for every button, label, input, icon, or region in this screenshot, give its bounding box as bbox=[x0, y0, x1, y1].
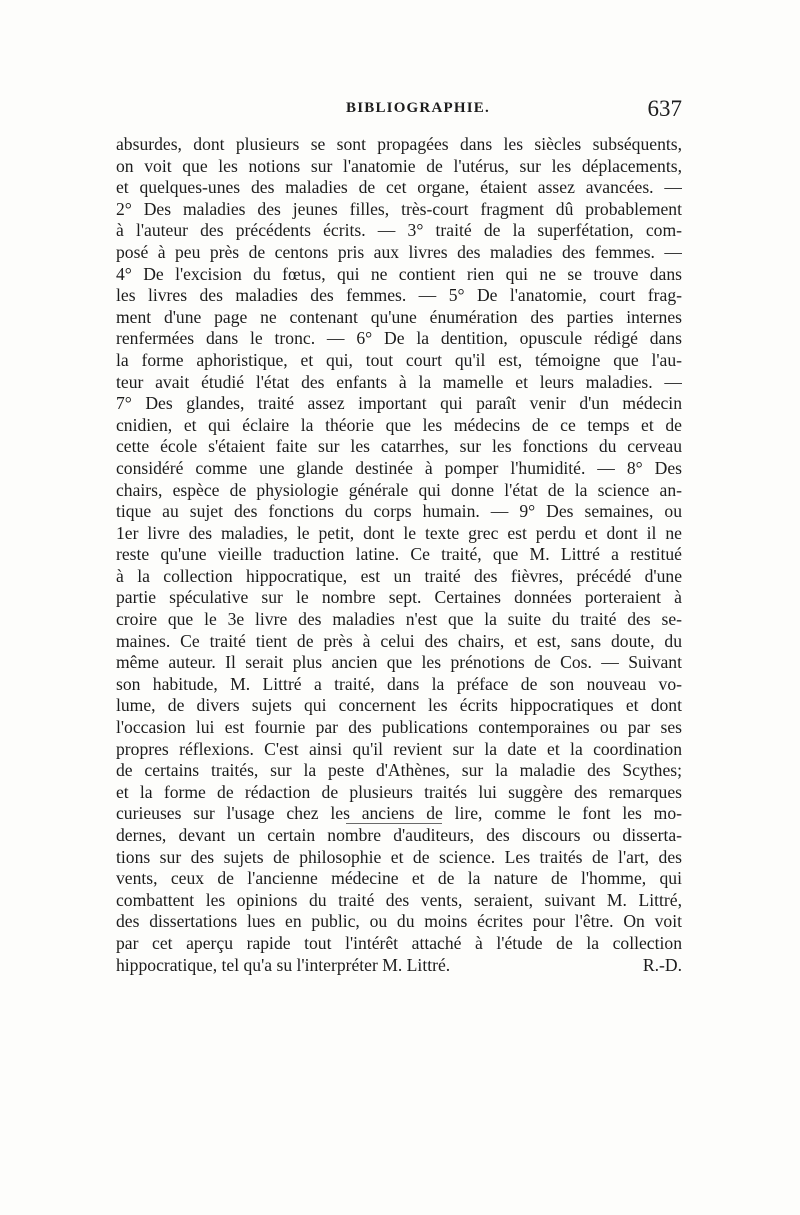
text-line: tions sur des sujets de philosophie et de science. Les traités de l'art, des bbox=[116, 846, 682, 867]
text-line: même auteur. Il serait plus ancien que les prénotions de Cos. — Suivant bbox=[116, 652, 682, 673]
text-line: absurdes, dont plusieurs se sont propagées dans les siècles subséquents, bbox=[116, 134, 682, 154]
text-line: 2° Des maladies des jeunes filles, très-court fragment dû probablement bbox=[116, 198, 682, 219]
text-line: à la collection hippocratique, est un traité des fièvres, précédé d'une bbox=[116, 565, 682, 586]
text-line: de certains traités, sur la peste d'Athènes, sur la maladie des Scythes; bbox=[116, 760, 682, 781]
text-line: par cet aperçu rapide tout l'intérêt attaché à l'étude de la collection bbox=[116, 932, 682, 953]
text-line: 4° De l'excision du fœtus, qui ne contient rien qui ne se trouve dans bbox=[116, 263, 682, 284]
text-line: reste qu'une vieille traduction latine. Ce traité, que M. Littré a restitué bbox=[116, 544, 682, 565]
text-line: combattent les opinions du traité des vents, seraient, suivant M. Littré, bbox=[116, 889, 682, 910]
text-line: partie spéculative sur le nombre sept. Certaines données porteraient à bbox=[116, 587, 682, 608]
text-line: propres réflexions. C'est ainsi qu'il revient sur la date et la coordination bbox=[116, 738, 682, 759]
text-line: et la forme de rédaction de plusieurs traités lui suggère des remarques bbox=[116, 781, 682, 802]
text-line: des dissertations lues en public, ou du moins écrites pour l'être. On voit bbox=[116, 911, 682, 932]
text-line: cnidien, et qui éclaire la théorie que les médecins de ce temps et de bbox=[116, 414, 682, 435]
text-line: à l'auteur des précédents écrits. — 3° traité de la superfétation, com- bbox=[116, 220, 682, 241]
text-line: considéré comme une glande destinée à pomper l'humidité. — 8° Des bbox=[116, 457, 682, 478]
page-header bbox=[116, 96, 682, 128]
signature: R.-D. bbox=[642, 954, 682, 975]
text-line: ment d'une page ne contenant qu'une énumération des parties internes bbox=[116, 306, 682, 327]
text-line: maines. Ce traité tient de près à celui des chairs, et est, sans doute, du bbox=[116, 630, 682, 651]
text-line: dernes, devant un certain nombre d'auditeurs, des discours ou disserta- bbox=[116, 825, 682, 845]
text-line: curieuses sur l'usage chez les anciens de lire, comme le font les mo- bbox=[116, 803, 682, 824]
text-line: son habitude, M. Littré a traité, dans la préface de son nouveau vo- bbox=[116, 673, 682, 694]
running-head: BIBLIOGRAPHIE. bbox=[346, 100, 490, 116]
text-line: posé à peu près de centons pris aux livres des maladies des femmes. — bbox=[116, 241, 682, 262]
text-line: tique au sujet des fonctions du corps humain. — 9° Des semaines, ou bbox=[116, 501, 682, 522]
text-line: l'occasion lui est fournie par des publications contemporaines ou par ses bbox=[116, 717, 682, 738]
text-line: cette école s'étaient faite sur les catarrhes, sur les fonctions du cerveau bbox=[116, 436, 682, 457]
text-line: la forme aphoristique, et qui, tout court qu'il est, témoigne que l'au- bbox=[116, 349, 682, 370]
text-line: lume, de divers sujets qui concernent les écrits hippocratiques et dont bbox=[116, 695, 682, 716]
body-text bbox=[116, 134, 682, 976]
text-line: on voit que les notions sur l'anatomie de l'utérus, sur les déplacements, bbox=[116, 155, 682, 176]
text-line: chairs, espèce de physiologie générale qui donne l'état de la science an- bbox=[116, 479, 682, 500]
text-line: 7° Des glandes, traité assez important qui paraît venir d'un médecin bbox=[116, 393, 682, 414]
text-line: les livres des maladies des femmes. — 5° De l'anatomie, court frag- bbox=[116, 285, 682, 306]
text-line-final: hippocratique, tel qu'a su l'interpréter M. Littré. bbox=[116, 954, 451, 975]
final-line bbox=[116, 955, 682, 977]
text-line: teur avait étudié l'état des enfants à la mamelle et leurs maladies. — bbox=[116, 371, 682, 392]
text-line: et quelques-unes des maladies de cet organe, étaient assez avancées. — bbox=[116, 177, 682, 198]
closing-rule bbox=[346, 823, 442, 824]
page-number: 637 bbox=[647, 96, 682, 121]
text-line: croire que le 3e livre des maladies n'est que la suite du traité des se- bbox=[116, 609, 682, 630]
text-line: vents, ceux de l'ancienne médecine et de la nature de l'homme, qui bbox=[116, 868, 682, 889]
text-line: 1er livre des maladies, le petit, dont le texte grec est perdu et dont il ne bbox=[116, 522, 682, 543]
text-line: renfermées dans le tronc. — 6° De la dentition, opuscule rédigé dans bbox=[116, 328, 682, 349]
